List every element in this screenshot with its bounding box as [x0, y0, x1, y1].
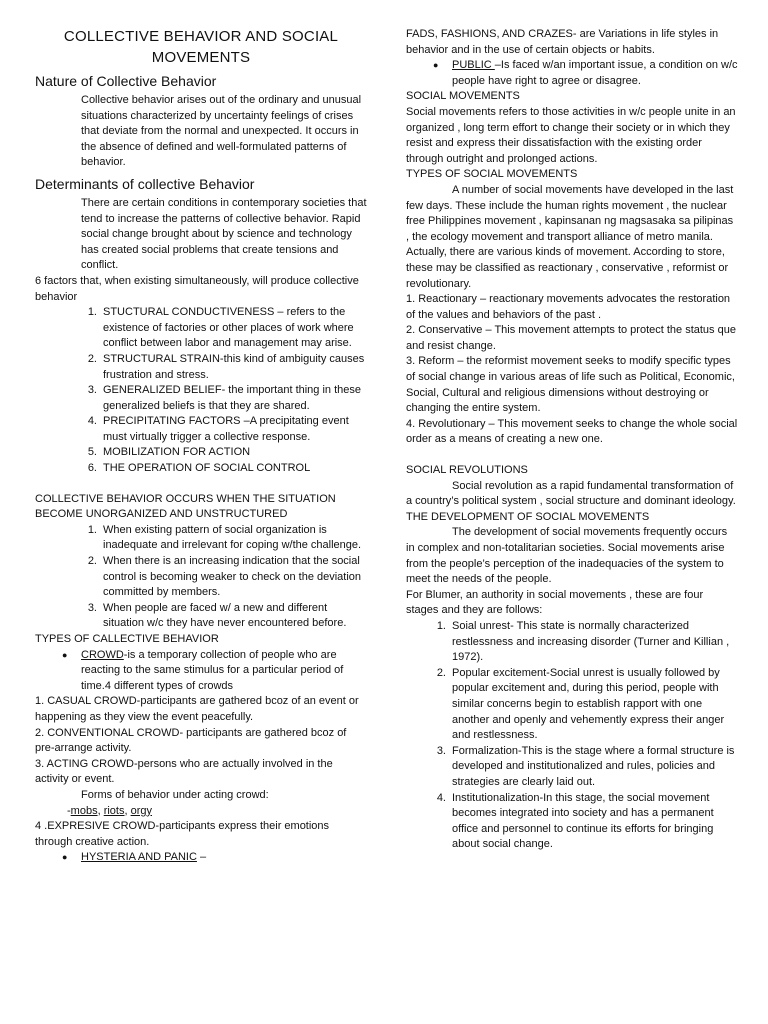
list-item: 2. STRUCTURAL STRAIN-this kind of ambiguity causes frustration and stress.	[87, 352, 365, 381]
hysteria-term: HYSTERIA AND PANIC	[81, 851, 197, 864]
conventional-crowd: 2. CONVENTIONAL CROWD- participants are gathered bcoz of pre-arrange activity.	[35, 726, 347, 755]
blumer-text: For Blumer, an authority in social movements , these are four stages and they are follows:	[406, 588, 704, 617]
occurs-heading: COLLECTIVE BEHAVIOR OCCURS WHEN THE SITUATION BECOME UNORGANIZED AND UNSTRUCTURED	[35, 492, 336, 521]
list-item: 1. STUCTURAL CONDUCTIVENESS – refers to the existence of factories or other places of work where conflict between labor and management may arise.	[87, 306, 354, 350]
right-column	[406, 27, 738, 853]
factors-intro: 6 factors that, when existing simultaneously, will produce collective behavior	[35, 274, 359, 303]
list-item: 4. PRECIPITATING FACTORS –A precipitating event must virtually trigger a collective response.	[87, 415, 349, 443]
list-item: ● CROWD-is a temporary collection of people who are reacting to the same stimulus for a particular period of time.4 different types of crowds	[62, 648, 344, 692]
hysteria-list	[35, 850, 367, 866]
expressive-crowd: 4 .EXPRESIVE CROWD-participants express their emotions through creative action.	[35, 820, 330, 848]
list-item: 4. Institutionalization-In this stage, the social movement becomes integrated into society and has a permanent office and personnel to continue its efforts for bringing about social change.	[436, 791, 714, 851]
occurs-list	[35, 523, 367, 632]
type-revolutionary: 4. Revolutionary – This movement seeks to change the whole social order as a means of creating a new one.	[406, 417, 738, 446]
bullet-icon: ●	[433, 60, 439, 71]
link-mobs: mobs	[70, 804, 98, 817]
social-movements-heading: SOCIAL MOVEMENTS	[406, 90, 520, 103]
list-item: 1. When existing pattern of social organization is inadequate and irrelevant for coping w/the challenge.	[87, 523, 362, 552]
development-heading: THE DEVELOPMENT OF SOCIAL MOVEMENTS	[406, 510, 650, 523]
casual-crowd: 1. CASUAL CROWD-participants are gathered bcoz of an event or happening as they view the event peacefully.	[35, 695, 359, 723]
crowd-term: CROWD	[81, 648, 124, 661]
list-item: 2. Popular excitement-Social unrest is usually followed by popular excitement and, during this period, people with similar concerns begin to establish rapport with one another and openly and vehemently express their anger and restlessness.	[436, 666, 725, 742]
list-item: 3. GENERALIZED BELIEF- the important thing in these generalized beliefs is that they are shared.	[87, 384, 362, 412]
left-column	[35, 0, 367, 866]
bullet-icon: ●	[62, 852, 68, 863]
social-revolutions-text: Social revolution as a rapid fundamental transformation of a country’s political system , social structure and dominant ideology.	[406, 479, 736, 508]
type-reactionary: 1. Reactionary – reactionary movements advocates the restoration of the values and behaviors of the past .	[406, 293, 731, 321]
type-reform: 3. Reform – the reformist movement seeks to modify specific types of social change in various areas of life such as Political, Economic, Social, Cultural and religious dimensions without destroying or changing the entire system.	[406, 355, 735, 415]
development-text: The development of social movements frequently occurs in complex and non-totalitarian societies. Social movements arise from the people’s perception of the inadequacies of the system to meet the needs of the people.	[406, 526, 728, 586]
social-revolutions-heading: SOCIAL REVOLUTIONS	[406, 464, 528, 477]
forms-list: -mobs, riots, orgy	[67, 804, 153, 817]
list-item: 2. When there is an increasing indication that the social control is becoming weaker to check on the deviation committed by members.	[87, 555, 362, 599]
list-item: ● PUBLIC –Is faced w/an important issue, a condition on w/c people have right to agree or disagree.	[433, 59, 738, 87]
spacer	[406, 448, 738, 463]
crowd-list	[35, 648, 367, 695]
types-movements-text: A number of social movements have developed in the last few days. These include the human rights movement , the nuclear free Philippines movement , kapinsanan ng magsasaka sa pilipinas , the ecology movement and transport alliance of metro manila. Actually, there are various kinds of movement. According to store, these may be classified as reactionary , conservative , reformist or revolutionary.	[406, 183, 734, 290]
bullet-icon: ●	[62, 649, 68, 660]
public-list	[406, 58, 738, 89]
types-collective-heading: TYPES OF CALLECTIVE BEHAVIOR	[35, 633, 219, 645]
list-item: 3. Formalization-This is the stage where a formal structure is developed and institutionalized and rules, policies and strategies are clearly laid out.	[436, 744, 735, 788]
forms-label: Forms of behavior under acting crowd:	[81, 788, 269, 801]
fads-text: FADS, FASHIONS, AND CRAZES- are Variations in life styles in behavior and in the use of certain objects or habits.	[406, 28, 719, 56]
link-orgy: orgy	[130, 804, 153, 817]
list-item: 6. THE OPERATION OF SOCIAL CONTROL	[87, 462, 311, 475]
determinants-text: There are certain conditions in contemporary societies that tend to increase the patterns of collective behavior. Rapid social change brought about by science and technology has created social problems that create tensions and conflict.	[81, 196, 367, 272]
public-term: PUBLIC	[452, 59, 495, 72]
nature-heading: Nature of Collective Behavior	[35, 73, 217, 89]
types-movements-heading: TYPES OF SOCIAL MOVEMENTS	[406, 168, 578, 181]
determinants-heading: Determinants of collective Behavior	[35, 175, 255, 192]
stages-list	[406, 619, 738, 853]
list-item: 5. MOBILIZATION FOR ACTION	[87, 446, 251, 459]
document-title: COLLECTIVE BEHAVIOR AND SOCIAL MOVEMENTS	[63, 28, 339, 66]
link-riots: riots	[103, 804, 125, 817]
social-movements-text: Social movements refers to those activities in w/c people unite in an organized , long term effort to change their society or in which they resist and express their dissatisfaction with the existing order through outright and prolonged actions.	[406, 105, 736, 165]
factors-list	[35, 305, 367, 477]
nature-text: Collective behavior arises out of the ordinary and unusual situations characterized by uncertainty feelings of crises that deviate from the normal and unexpected. It occurs in the absence of defined and well-formulated patterns of behavior.	[81, 94, 362, 169]
list-item: ● HYSTERIA AND PANIC –	[81, 850, 367, 866]
type-conservative: 2. Conservative – This movement attempts to protect the status que and resist change.	[406, 324, 736, 352]
list-item: 1. Soial unrest- This state is normally characterized restlessness and increasing disorder (Turner and Killian , 1972).	[436, 619, 730, 664]
spacer	[35, 477, 367, 492]
list-item: 3. When people are faced w/ a new and different situation w/c they have never encountered before.	[87, 601, 347, 630]
acting-crowd: 3. ACTING CROWD-persons who are actually involved in the activity or event.	[35, 757, 333, 786]
